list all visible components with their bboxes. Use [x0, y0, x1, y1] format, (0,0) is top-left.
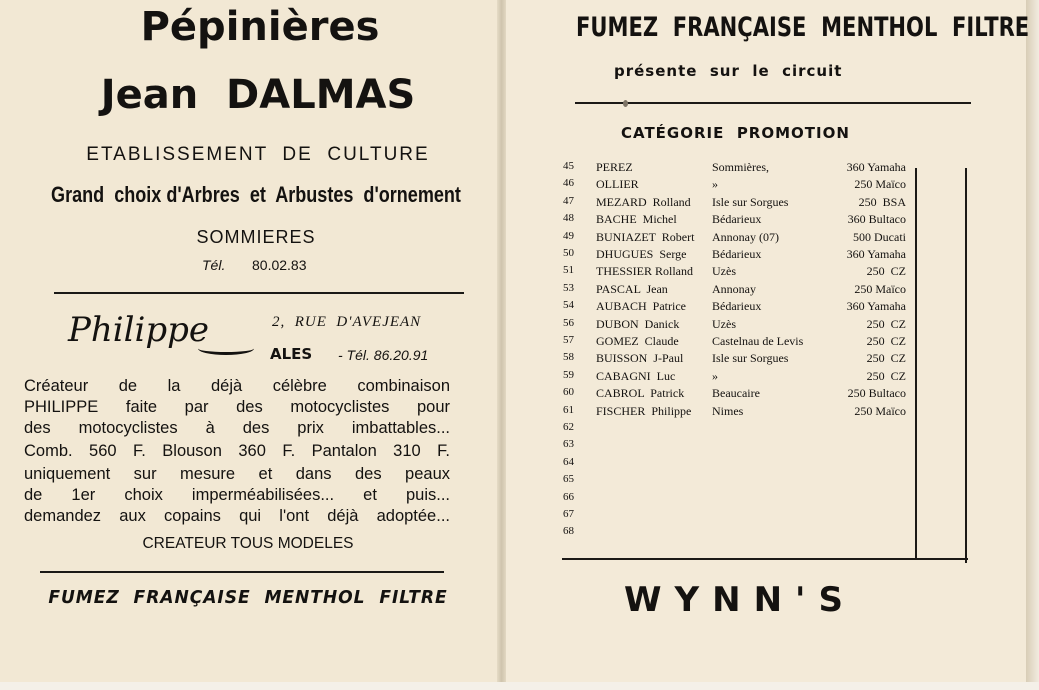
entry-town: Isle sur Sorgues [712, 351, 789, 365]
entry-bike: 250 Maïco [854, 282, 906, 296]
entry-number: 65 [563, 473, 574, 485]
entry-rider: CABAGNI Luc [596, 369, 676, 383]
entry-bike: 250 Maïco [854, 177, 906, 191]
entry-number: 46 [563, 177, 574, 189]
entry-town: Bédarieux [712, 247, 762, 261]
ad-dalmas-title: Pépinières [140, 4, 380, 50]
entry-bike: 360 Yamaha [846, 247, 906, 261]
ad-philippe-text-line: des motocyclistes à des prix imbattables... [24, 419, 450, 437]
ad-dalmas-name: Jean DALMAS [100, 72, 416, 118]
entry-bike: 250 CZ [866, 369, 906, 383]
entry-town: Uzès [712, 264, 736, 278]
table-line-inner [915, 168, 917, 560]
entry-town: Nimes [712, 404, 744, 418]
entry-rider: DUBON Danick [596, 317, 680, 331]
entry-number: 51 [563, 264, 574, 276]
entry-number: 49 [563, 230, 574, 242]
logo-underline [198, 342, 254, 355]
scan-margin [0, 682, 1039, 690]
left-slogan: FUMEZ FRANÇAISE MENTHOL FILTRE [48, 587, 448, 608]
entry-number: 61 [563, 404, 574, 416]
entry-number: 54 [563, 299, 574, 311]
entry-number: 63 [563, 438, 574, 450]
entry-bike: 250 Maïco [854, 404, 906, 418]
ad-philippe-text-line: de 1er choix imperméabilisées... et puis... [24, 486, 450, 504]
ad-dalmas-tagline: Grand choix d'Arbres et Arbustes d'ornement [51, 182, 461, 207]
entry-town: Castelnau de Levis [712, 334, 804, 348]
ad-philippe-text-line: demandez aux copains qui l'ont déjà adoptée... [24, 507, 450, 525]
entry-rider: PASCAL Jean [596, 282, 668, 296]
divider [40, 571, 444, 573]
page-edge [1026, 0, 1039, 682]
entry-bike: 360 Yamaha [846, 299, 906, 313]
entry-bike: 250 CZ [866, 264, 906, 278]
divider [575, 102, 971, 104]
entry-rider: FISCHER Philippe [596, 404, 692, 418]
entry-number: 66 [563, 491, 574, 503]
entry-number: 53 [563, 282, 574, 294]
entry-rider: DHUGUES Serge [596, 247, 687, 261]
entry-town: Uzès [712, 317, 736, 331]
divider [54, 292, 464, 294]
entry-bike: 250 CZ [866, 351, 906, 365]
right-header-slogan: FUMEZ FRANÇAISE MENTHOL FILTRE [576, 12, 1030, 43]
entry-rider: AUBACH Patrice [596, 299, 686, 313]
entry-town: Sommières, [712, 160, 769, 174]
entry-number: 57 [563, 334, 574, 346]
entry-number: 58 [563, 351, 574, 363]
entry-town: Beaucaire [712, 386, 760, 400]
entry-rider: PEREZ [596, 160, 633, 174]
wynns-logo: WYNN'S [624, 580, 856, 620]
entry-number: 67 [563, 508, 574, 520]
ad-philippe-text-line: PHILIPPE faite par des motocyclistes pour [24, 398, 450, 416]
entry-rider: THESSIER Rolland [596, 264, 694, 278]
ad-philippe-address: 2, RUE D'AVEJEAN [272, 314, 422, 330]
entry-town: Annonay [712, 282, 756, 296]
ad-philippe-tel: - Tél. 86.20.91 [338, 347, 429, 363]
entry-rider: CABROL Patrick [596, 386, 685, 400]
entry-town: Bédarieux [712, 212, 762, 226]
entry-number: 50 [563, 247, 574, 259]
ink-mark [623, 100, 628, 107]
ad-dalmas-town: SOMMIERES [196, 227, 316, 247]
ad-philippe-text-line: uniquement sur mesure et dans des peaux [24, 465, 450, 483]
entry-town: Annonay (07) [712, 230, 779, 244]
entry-number: 56 [563, 317, 574, 329]
entry-number: 68 [563, 525, 574, 537]
entry-bike: 360 Bultaco [847, 212, 906, 226]
entry-town: » [712, 177, 718, 191]
entry-town: Bédarieux [712, 299, 762, 313]
entry-bike: 250 Bultaco [847, 386, 906, 400]
entry-bike: 360 Yamaha [846, 160, 906, 174]
entry-bike: 500 Ducati [853, 230, 906, 244]
ad-philippe-footer: CREATEUR TOUS MODELES [142, 535, 354, 552]
ad-philippe-text-line: Comb. 560 F. Blouson 360 F. Pantalon 310 F. [24, 442, 450, 460]
entry-number: 48 [563, 212, 574, 224]
category-title: CATÉGORIE PROMOTION [621, 124, 850, 142]
entry-bike: 250 CZ [866, 334, 906, 348]
entry-rider: OLLIER [596, 177, 639, 191]
entry-number: 59 [563, 369, 574, 381]
entry-bike: 250 CZ [866, 317, 906, 331]
entry-number: 62 [563, 421, 574, 433]
ad-philippe-text-line: Créateur de la déjà célèbre combinaison [24, 377, 450, 395]
entry-number: 64 [563, 456, 574, 468]
entry-town: » [712, 369, 718, 383]
ad-dalmas-subtitle: ETABLISSEMENT DE CULTURE [86, 144, 430, 165]
ad-dalmas-tel-number: 80.02.83 [252, 257, 307, 273]
entry-bike: 250 BSA [858, 195, 906, 209]
entry-rider: BUNIAZET Robert [596, 230, 695, 244]
entry-number: 47 [563, 195, 574, 207]
ad-dalmas-tel-label: Tél. [202, 257, 226, 273]
entry-rider: GOMEZ Claude [596, 334, 679, 348]
philippe-logo: Philippe [68, 310, 210, 350]
entry-town: Isle sur Sorgues [712, 195, 789, 209]
table-line-outer [965, 168, 967, 563]
entry-number: 45 [563, 160, 574, 172]
entry-rider: MEZARD Rolland [596, 195, 691, 209]
presents-line: présente sur le circuit [614, 62, 843, 80]
entry-number: 60 [563, 386, 574, 398]
entry-rider: BACHE Michel [596, 212, 677, 226]
divider [562, 558, 968, 560]
ad-philippe-city: ALES [270, 345, 313, 363]
entry-rider: BUISSON J-Paul [596, 351, 684, 365]
